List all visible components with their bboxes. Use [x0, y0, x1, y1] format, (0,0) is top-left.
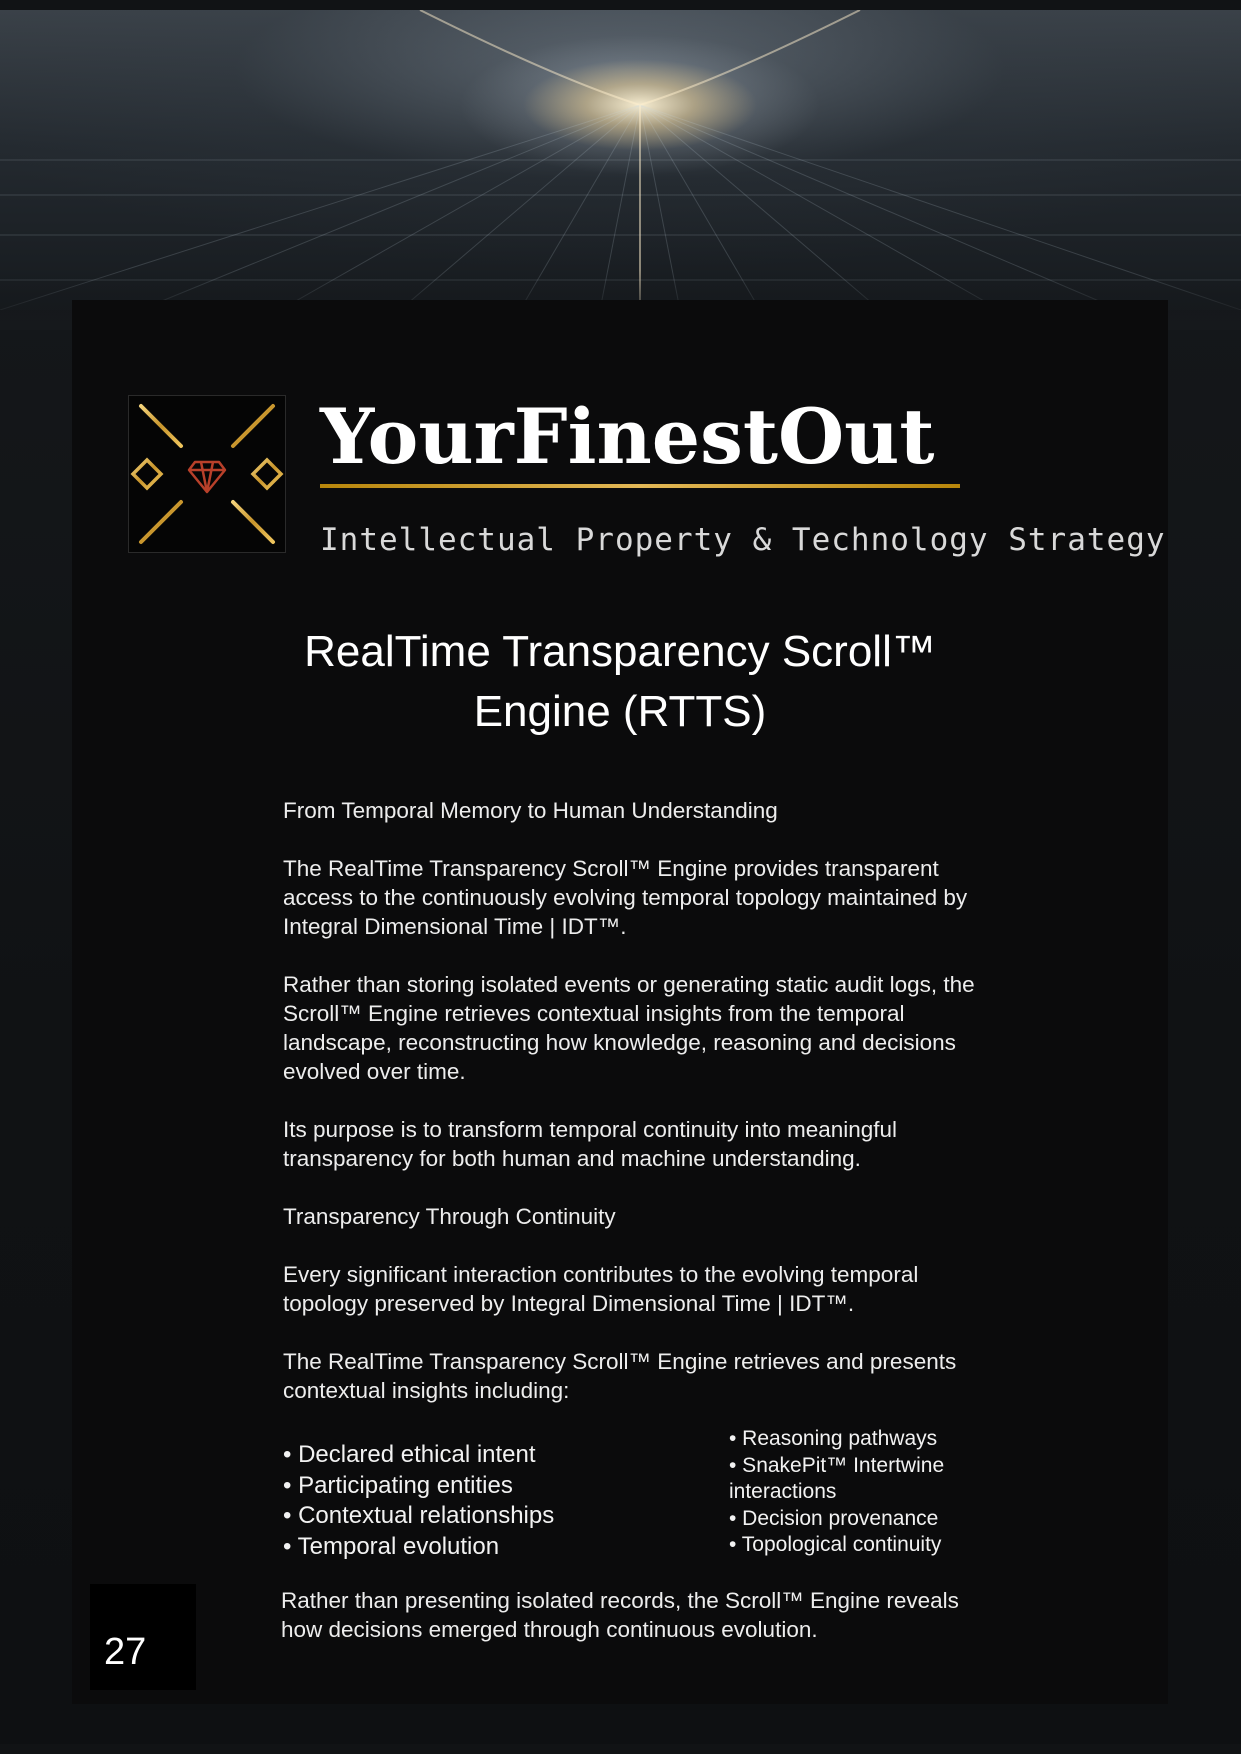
- paragraph: The RealTime Transparency Scroll™ Engine retrieves and presents contextual insights including:: [283, 1349, 957, 1403]
- insight-lists: [283, 1426, 1003, 1576]
- list-item: • Contextual relationships: [283, 1502, 555, 1529]
- paragraph: Rather than storing isolated events or generating static audit logs, the Scroll™ Engine retrieves contextual insights from the temporal landscape, reconstructing how knowledge, reasoning and decisions evolved over time.: [283, 972, 975, 1084]
- brand-logo: [128, 395, 286, 553]
- list-item: • Declared ethical intent: [283, 1441, 536, 1468]
- section-subheading: From Temporal Memory to Human Understanding: [283, 798, 778, 823]
- page-number: 27: [104, 1631, 147, 1673]
- insight-list-left: [283, 1440, 554, 1562]
- list-item: • SnakePit™ Intertwine interactions: [729, 1453, 945, 1503]
- page-title-line-2: Engine (RTTS): [473, 687, 767, 736]
- list-item: • Topological continuity: [729, 1533, 942, 1556]
- paragraph: Every significant interaction contributes to the evolving temporal topology preserved by Integral Dimensional Time | IDT™.: [283, 1262, 919, 1316]
- list-item: • Participating entities: [283, 1471, 513, 1499]
- gold-x-diamond-gem-logo-icon: [129, 396, 285, 552]
- page-number-box: [90, 1584, 196, 1690]
- list-item: • Temporal evolution: [283, 1532, 500, 1560]
- body-text: [283, 796, 1003, 1434]
- paragraph: Its purpose is to transform temporal continuity into meaningful transparency for both human and machine understanding.: [283, 1117, 898, 1171]
- insight-list-right: [729, 1426, 999, 1559]
- paragraph: The RealTime Transparency Scroll™ Engine provides transparent access to the continuously evolving temporal topology maintained by Integral Dimensional Time | IDT™.: [283, 856, 968, 939]
- list-item: • Reasoning pathways: [729, 1427, 938, 1450]
- brand-name: YourFinestOut: [320, 392, 935, 481]
- closing-paragraph: Rather than presenting isolated records, the Scroll™ Engine reveals how decisions emerged through continuous evolution.: [281, 1588, 959, 1642]
- section-subheading: Transparency Through Continuity: [283, 1204, 616, 1229]
- brand-gold-divider: [320, 484, 960, 488]
- hero-banner-image: [0, 10, 1241, 310]
- page-title: [240, 622, 1000, 742]
- list-item: • Decision provenance: [729, 1506, 939, 1530]
- hero-light-grid: [0, 10, 1241, 310]
- page-title-line-1: RealTime Transparency Scroll™: [304, 627, 936, 676]
- brand-tagline: Intellectual Property & Technology Strategy: [320, 522, 1166, 558]
